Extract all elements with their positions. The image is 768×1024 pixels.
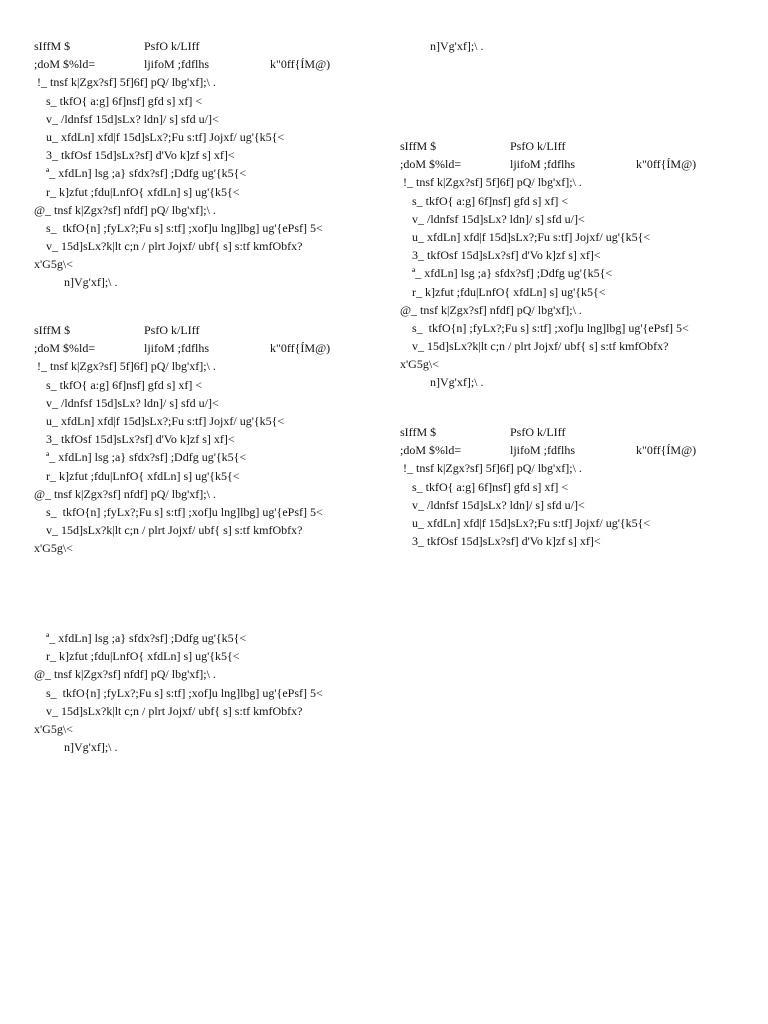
header-field-c: k"0ff{ÍM@) bbox=[270, 57, 331, 72]
header-field-a: ;doM $%ld= bbox=[400, 157, 462, 172]
question-line: x'G5g\< bbox=[400, 357, 439, 372]
question-line: @_ tnsf k|Zgx?sf] nfdf] pQ/ lbg'xf];\ . bbox=[34, 667, 216, 682]
question-line: s_ tkfO{n] ;fyLx?;Fu s] s:tf] ;xof]u lng]lbg] ug'{ePsf] 5< bbox=[400, 320, 689, 335]
question-line: n]Vg'xf];\ . bbox=[400, 375, 484, 390]
header-field-b: ljifoM ;fdflhs bbox=[144, 57, 209, 72]
question-line: 3_ tkfOsf 15d]sLx?sf] d'Vo k]zf s] xf]< bbox=[34, 148, 235, 163]
exam-block-col1-2 bbox=[34, 321, 384, 557]
question-line: ª_ xfdLn] lsg ;a} sfdx?sf] ;Ddfg ug'{k5{< bbox=[34, 166, 247, 181]
exam-block-col2-3 bbox=[400, 423, 750, 550]
question-line: v_ 15d]sLx?k|lt c;n / plrt Jojxf/ ubf{ s] s:tf kmfObfx? bbox=[400, 339, 669, 354]
question-line: r_ k]zfut ;fdu|LnfO{ xfdLn] s] ug'{k5{< bbox=[400, 284, 606, 299]
header-field-a: ;doM $%ld= bbox=[34, 341, 96, 356]
question-line: x'G5g\< bbox=[34, 541, 73, 556]
question-line: u_ xfdLn] xfd|f 15d]sLx?;Fu s:tf] Jojxf/ ug'{k5{< bbox=[34, 413, 285, 428]
question-line: s_ tkfO{ a:g] 6f]nsf] gfd s] xf] < bbox=[34, 377, 203, 392]
question-line: @_ tnsf k|Zgx?sf] nfdf] pQ/ lbg'xf];\ . bbox=[400, 302, 582, 317]
header-field-c: k"0ff{ÍM@) bbox=[636, 443, 697, 458]
question-line: x'G5g\< bbox=[34, 721, 73, 736]
header-field-a: ;doM $%ld= bbox=[34, 57, 96, 72]
question-line: x'G5g\< bbox=[34, 257, 73, 272]
header-field-b: PsfO k/LIff bbox=[144, 323, 200, 337]
question-line: r_ k]zfut ;fdu|LnfO{ xfdLn] s] ug'{k5{< bbox=[34, 649, 240, 664]
question-line: n]Vg'xf];\ . bbox=[400, 39, 484, 53]
question-line: s_ tkfO{n] ;fyLx?;Fu s] s:tf] ;xof]u lng]lbg] ug'{ePsf] 5< bbox=[34, 220, 323, 235]
question-line: v_ 15d]sLx?k|lt c;n / plrt Jojxf/ ubf{ s] s:tf kmfObfx? bbox=[34, 703, 303, 718]
header-field-c: k"0ff{ÍM@) bbox=[636, 157, 697, 172]
question-line: ª_ xfdLn] lsg ;a} sfdx?sf] ;Ddfg ug'{k5{< bbox=[400, 266, 613, 281]
question-line: u_ xfdLn] xfd|f 15d]sLx?;Fu s:tf] Jojxf/ ug'{k5{< bbox=[34, 129, 285, 144]
question-line: !_ tnsf k|Zgx?sf] 5f]6f] pQ/ lbg'xf];\ . bbox=[400, 461, 582, 476]
question-line: ª_ xfdLn] lsg ;a} sfdx?sf] ;Ddfg ug'{k5{< bbox=[34, 450, 247, 465]
header-field-a: sIffM $ bbox=[400, 139, 437, 153]
exam-block-col1-3 bbox=[34, 629, 384, 756]
question-line: s_ tkfO{n] ;fyLx?;Fu s] s:tf] ;xof]u lng]lbg] ug'{ePsf] 5< bbox=[34, 685, 323, 700]
question-line: n]Vg'xf];\ . bbox=[34, 740, 118, 755]
question-line: n]Vg'xf];\ . bbox=[34, 275, 118, 290]
meta-line bbox=[400, 155, 750, 173]
header-field-a: ;doM $%ld= bbox=[400, 443, 462, 458]
exam-block-col1-1 bbox=[34, 37, 384, 292]
question-line: !_ tnsf k|Zgx?sf] 5f]6f] pQ/ lbg'xf];\ . bbox=[34, 75, 216, 90]
header-field-a: sIffM $ bbox=[34, 323, 71, 337]
question-line: s_ tkfO{ a:g] 6f]nsf] gfd s] xf] < bbox=[400, 193, 569, 208]
header-field-b: ljifoM ;fdflhs bbox=[510, 157, 575, 172]
question-line: v_ /ldnfsf 15d]sLx? ldn]/ s] sfd u/]< bbox=[34, 111, 219, 126]
question-line: v_ /ldnfsf 15d]sLx? ldn]/ s] sfd u/]< bbox=[400, 497, 585, 512]
exam-block-col2-2 bbox=[400, 137, 750, 392]
question-line: 3_ tkfOsf 15d]sLx?sf] d'Vo k]zf s] xf]< bbox=[400, 248, 601, 263]
header-field-b: PsfO k/LIff bbox=[510, 139, 566, 153]
question-line: r_ k]zfut ;fdu|LnfO{ xfdLn] s] ug'{k5{< bbox=[34, 184, 240, 199]
header-line bbox=[400, 423, 750, 441]
header-field-b: PsfO k/LIff bbox=[510, 425, 566, 439]
question-line: u_ xfdLn] xfd|f 15d]sLx?;Fu s:tf] Jojxf/ ug'{k5{< bbox=[400, 229, 651, 244]
exam-block-col2-1 bbox=[400, 37, 750, 55]
header-field-b: ljifoM ;fdflhs bbox=[144, 341, 209, 356]
question-line: s_ tkfO{n] ;fyLx?;Fu s] s:tf] ;xof]u lng]lbg] ug'{ePsf] 5< bbox=[34, 504, 323, 519]
question-line: v_ 15d]sLx?k|lt c;n / plrt Jojxf/ ubf{ s] s:tf kmfObfx? bbox=[34, 523, 303, 538]
question-line: r_ k]zfut ;fdu|LnfO{ xfdLn] s] ug'{k5{< bbox=[34, 468, 240, 483]
question-line: v_ 15d]sLx?k|lt c;n / plrt Jojxf/ ubf{ s] s:tf kmfObfx? bbox=[34, 239, 303, 254]
question-line: ª_ xfdLn] lsg ;a} sfdx?sf] ;Ddfg ug'{k5{< bbox=[34, 631, 247, 645]
meta-line bbox=[34, 339, 384, 357]
header-field-b: PsfO k/LIff bbox=[144, 39, 200, 53]
header-line bbox=[400, 137, 750, 155]
question-line: @_ tnsf k|Zgx?sf] nfdf] pQ/ lbg'xf];\ . bbox=[34, 202, 216, 217]
question-line: 3_ tkfOsf 15d]sLx?sf] d'Vo k]zf s] xf]< bbox=[34, 432, 235, 447]
question-line: 3_ tkfOsf 15d]sLx?sf] d'Vo k]zf s] xf]< bbox=[400, 534, 601, 549]
question-line: !_ tnsf k|Zgx?sf] 5f]6f] pQ/ lbg'xf];\ . bbox=[34, 359, 216, 374]
question-line: @_ tnsf k|Zgx?sf] nfdf] pQ/ lbg'xf];\ . bbox=[34, 486, 216, 501]
question-line: v_ /ldnfsf 15d]sLx? ldn]/ s] sfd u/]< bbox=[400, 211, 585, 226]
meta-line bbox=[400, 441, 750, 459]
question-line: u_ xfdLn] xfd|f 15d]sLx?;Fu s:tf] Jojxf/ ug'{k5{< bbox=[400, 515, 651, 530]
header-line bbox=[34, 321, 384, 339]
question-line: v_ /ldnfsf 15d]sLx? ldn]/ s] sfd u/]< bbox=[34, 395, 219, 410]
header-field-b: ljifoM ;fdflhs bbox=[510, 443, 575, 458]
header-field-a: sIffM $ bbox=[400, 425, 437, 439]
header-line bbox=[34, 37, 384, 55]
question-line: !_ tnsf k|Zgx?sf] 5f]6f] pQ/ lbg'xf];\ . bbox=[400, 175, 582, 190]
header-field-c: k"0ff{ÍM@) bbox=[270, 341, 331, 356]
question-line: s_ tkfO{ a:g] 6f]nsf] gfd s] xf] < bbox=[400, 479, 569, 494]
meta-line bbox=[34, 55, 384, 73]
header-field-a: sIffM $ bbox=[34, 39, 71, 53]
question-line: s_ tkfO{ a:g] 6f]nsf] gfd s] xf] < bbox=[34, 93, 203, 108]
